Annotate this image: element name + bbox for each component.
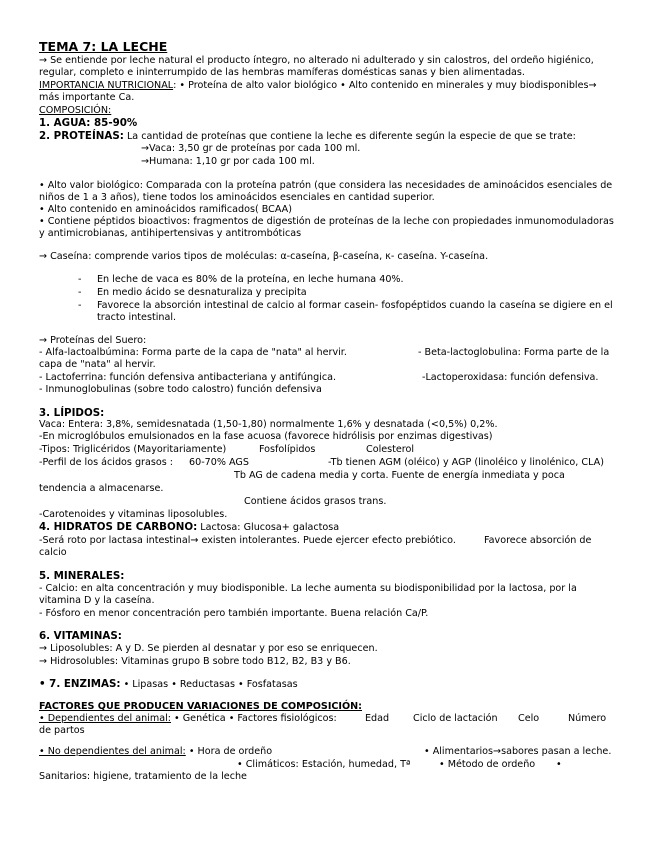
proteinas-bullet: y antimicrobianas, antihipertensivas y antitrombóticas — [39, 228, 302, 239]
dependientes-line — [39, 713, 337, 725]
lipidos-line: -En microglóbulos emulsionados en la fase acuosa (favorece hidrólisis por enzimas digestivas) — [39, 431, 493, 442]
suero-heading: → Proteínas del Suero: — [39, 335, 147, 346]
hidratos-line — [39, 521, 339, 534]
page-title: TEMA 7: LA LECHE — [39, 39, 168, 54]
agua-heading: 1. AGUA: 85-90% — [39, 117, 138, 129]
no-dependientes-label: • No dependientes del animal: — [39, 746, 186, 757]
proteinas-bullet: • Alto contenido en aminoácidos ramificados( BCAA) — [39, 204, 292, 215]
dependientes-celo: Celo — [518, 713, 540, 724]
lipidos-line: Vaca: Entera: 3,8%, semidesnatada (1,50-1,80) normalmente 1,6% y desnatada (<0,5%) 0,2%. — [39, 419, 498, 430]
lipidos-line: -Tipos: Triglicéridos (Mayoritariamente) — [39, 444, 227, 455]
intro-line: → Se entiende por leche natural el producto íntegro, no alterado ni adulterado y sin calostros, del ordeño higiénico, — [39, 55, 594, 66]
lipidos-line: Tb AG de cadena media y corta. Fuente de energía inmediata y poca — [234, 470, 565, 481]
proteinas-bullet: • Alto valor biológico: Comparada con la proteína patrón (que considera las necesidades de aminoácidos esenciales de — [39, 180, 613, 191]
importancia-text: : • Proteína de alto valor biológico • Alto contenido en minerales y muy biodisponibles→ — [173, 80, 597, 91]
no-dependientes-climaticos: • Climáticos: Estación, humedad, Tª — [237, 759, 411, 770]
caseina-item: tracto intestinal. — [97, 312, 177, 323]
suero-line: - Inmunoglobulinas (sobre todo calostro) función defensiva — [39, 384, 322, 395]
dependientes-numero: Número — [568, 713, 607, 724]
no-dependientes-metodo: • Método de ordeño — [439, 759, 536, 770]
dependientes-edad: Edad — [365, 713, 390, 724]
vitaminas-line: → Liposolubles: A y D. Se pierden al desnatar y por eso se enriquecen. — [39, 643, 378, 654]
suero-line: -Lactoperoxidasa: función defensiva. — [422, 372, 599, 383]
suero-line: - Alfa-lactoalbúmina: Forma parte de la capa de "nata" al hervir. — [39, 347, 347, 358]
intro-line: regular, completo e ininterrumpido de las hembras mamíferas domésticas sanas y bien alimentadas. — [39, 67, 525, 78]
lipidos-line: -Perfil de los ácidos grasos : — [39, 457, 174, 468]
enzimas-heading: • 7. ENZIMAS: — [39, 678, 121, 690]
suero-line: capa de "nata" al hervir. — [39, 359, 156, 370]
caseina-item: En medio ácido se desnaturaliza y precipita — [97, 287, 307, 298]
no-dependientes-sanitarios: Sanitarios: higiene, tratamiento de la leche — [39, 771, 247, 782]
proteinas-bullet: niños de 1 a 3 años), tiene todos los aminoácidos esenciales en cantidad superior. — [39, 192, 435, 203]
dependientes-partos: de partos — [39, 725, 85, 736]
lipidos-line: Contiene ácidos grasos trans. — [244, 496, 387, 507]
proteinas-bullet: • Contiene péptidos bioactivos: fragmentos de digestión de proteínas de la leche con propiedades inmunomoduladoras — [39, 216, 614, 227]
hidratos-line: -Será roto por lactasa intestinal→ existen intolerantes. Puede ejercer efecto prebiótico. — [39, 535, 456, 546]
vaca-line: →Vaca: 3,50 gr de proteínas por cada 100 ml. — [141, 143, 361, 154]
lipidos-line: tendencia a almacenarse. — [39, 483, 164, 494]
minerales-line: - Fósforo en menor concentración pero también importante. Buena relación Ca/P. — [39, 608, 429, 619]
dependientes-label: • Dependientes del animal: — [39, 713, 171, 724]
caseina-line: → Caseína: comprende varios tipos de moléculas: α-caseína, β-caseína, κ- caseína. Y-caseína. — [39, 251, 489, 262]
humana-line: →Humana: 1,10 gr por cada 100 ml. — [141, 156, 315, 167]
composicion-heading: COMPOSICIÓN: — [39, 105, 112, 116]
no-dependientes-text: • Hora de ordeño — [185, 746, 273, 757]
lipidos-line: -Carotenoides y vitaminas liposolubles. — [39, 509, 228, 520]
proteinas-line — [39, 130, 576, 143]
hidratos-line: calcio — [39, 547, 67, 558]
lipidos-line: 60-70% AGS — [189, 457, 249, 468]
importancia-label: IMPORTANCIA NUTRICIONAL — [39, 80, 174, 91]
dash-marker: - — [78, 274, 82, 285]
minerales-line: - Calcio: en alta concentración y muy biodisponible. La leche aumenta su biodisponibilidad por la lactosa, por la — [39, 583, 577, 594]
dependientes-text: • Genética • Factores fisiológicos: — [170, 713, 337, 724]
proteinas-heading: 2. PROTEÍNAS: — [39, 130, 124, 142]
vitaminas-line: → Hidrosolubles: Vitaminas grupo B sobre todo B12, B2, B3 y B6. — [39, 656, 351, 667]
suero-line: - Lactoferrina: función defensiva antibacteriana y antifúngica. — [39, 372, 337, 383]
hidratos-line: Favorece absorción de — [484, 535, 592, 546]
bullet-marker: • — [556, 759, 562, 770]
lipidos-line: Fosfolípidos — [259, 444, 316, 455]
importancia-line: más importante Ca. — [39, 92, 135, 103]
no-dependientes-line — [39, 746, 272, 758]
enzimas-line — [39, 678, 298, 691]
factores-heading: FACTORES QUE PRODUCEN VARIACIONES DE COMPOSICIÓN: — [39, 701, 363, 712]
dash-marker: - — [78, 300, 82, 311]
hidratos-heading: 4. HIDRATOS DE CARBONO: — [39, 521, 198, 533]
importancia-line — [39, 80, 597, 92]
proteinas-text: La cantidad de proteínas que contiene la leche es diferente según la especie de que se trate: — [123, 131, 576, 142]
vitaminas-heading: 6. VITAMINAS: — [39, 630, 122, 642]
dependientes-ciclo: Ciclo de lactación — [413, 713, 498, 724]
hidratos-text: Lactosa: Glucosa+ galactosa — [197, 522, 340, 533]
dash-marker: - — [78, 287, 82, 298]
enzimas-text: • Lipasas • Reductasas • Fosfatasas — [120, 679, 298, 690]
lipidos-line: Colesterol — [366, 444, 415, 455]
lipidos-heading: 3. LÍPIDOS: — [39, 407, 105, 419]
caseina-item: En leche de vaca es 80% de la proteína, en leche humana 40%. — [97, 274, 404, 285]
caseina-item: Favorece la absorción intestinal de calcio al formar casein- fosfopéptidos cuando la caseína se digiere en el — [97, 300, 613, 311]
no-dependientes-alimentarios: • Alimentarios→sabores pasan a leche. — [424, 746, 612, 757]
suero-line: - Beta-lactoglobulina: Forma parte de la — [418, 347, 610, 358]
minerales-heading: 5. MINERALES: — [39, 570, 125, 582]
lipidos-line: -Tb tienen AGM (oléico) y AGP (linoléico y linolénico, CLA) — [328, 457, 604, 468]
minerales-line: vitamina D y la caseína. — [39, 595, 155, 606]
